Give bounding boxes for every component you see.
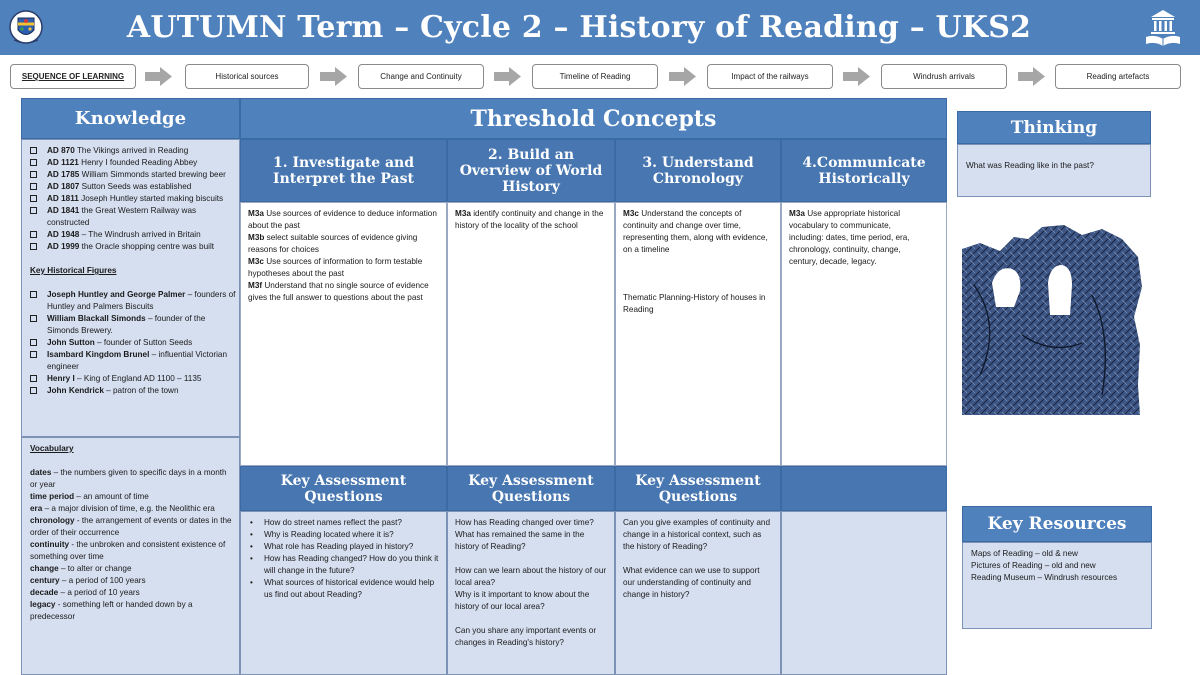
vocab-item: legacy - something left or handed down by a predecessor [30, 600, 193, 621]
checkbox-icon [30, 315, 37, 322]
vocabulary-content [30, 443, 234, 623]
arrow-right-icon [320, 67, 347, 86]
thematic-planning-note: Thematic Planning-History of houses in Reading [623, 293, 766, 314]
assessment-2-header: Key Assessment Questions [447, 466, 615, 511]
vocab-item: continuity - the unbroken and consistent existence of something over time [30, 540, 226, 561]
sequence-step-5[interactable]: Windrush arrivals [881, 64, 1007, 89]
assessment-1-list [248, 517, 442, 601]
resource-item: Maps of Reading – old & new [971, 549, 1078, 558]
concept-2-header: 2. Build an Overview of World History [447, 139, 615, 202]
vocab-item: chronology - the arrangement of events or dates in the order of their occurrence [30, 516, 232, 537]
checkbox-icon [30, 147, 37, 154]
list-item: John Sutton – founder of Sutton Seeds [30, 337, 236, 349]
checkbox-icon [30, 231, 37, 238]
knowledge-header: Knowledge [21, 98, 240, 139]
thinking-header: Thinking [957, 111, 1151, 144]
list-item: Why is it important to know about the history of our local area? [455, 590, 590, 611]
list-item: AD 1811 Joseph Huntley started making biscuits [30, 193, 236, 205]
list-item: AD 870 The Vikings arrived in Reading [30, 145, 236, 157]
list-item: Joseph Huntley and George Palmer – founders of Huntley and Palmers Biscuits [30, 289, 236, 313]
assessment-2-content [455, 517, 607, 649]
checkbox-icon [30, 195, 37, 202]
museum-book-icon [1143, 6, 1183, 48]
list-item: What has remained the same in the history of Reading? [455, 530, 585, 551]
sequence-step-2[interactable]: Change and Continuity [358, 64, 484, 89]
concept-item: M3b select suitable sources of evidence giving reasons for choices [248, 233, 418, 254]
list-item: Isambard Kingdom Brunel – influential Victorian engineer [30, 349, 236, 373]
assessment-3-content [623, 517, 773, 601]
arrow-right-icon [494, 67, 521, 86]
list-item: William Blackall Simonds – founder of the Simonds Brewery. [30, 313, 236, 337]
resource-item: Reading Museum – Windrush resources [971, 573, 1118, 582]
arrow-right-icon [145, 67, 172, 86]
list-item: Can you give examples of continuity and change in a historical context, such as the history of Reading? [623, 518, 771, 551]
spacer [455, 613, 607, 625]
checkbox-icon [30, 207, 37, 214]
sequence-step-4[interactable]: Impact of the railways [707, 64, 833, 89]
sequence-step-1[interactable]: Historical sources [185, 64, 309, 89]
concept-item: M3a identify continuity and change in the history of the locality of the school [455, 209, 604, 230]
vocab-item: decade – a period of 10 years [30, 588, 140, 597]
list-item: • How do street names reflect the past? [248, 517, 442, 529]
vocab-item: dates – the numbers given to specific days in a month or year [30, 468, 227, 489]
key-resources-header: Key Resources [962, 506, 1152, 542]
vocab-item: era – a major division of time, e.g. the Neolithic era [30, 504, 215, 513]
concept-item: M3a Use appropriate historical vocabulary to communicate, including: dates, time period, era, chronology, continuity, change, century, decade, legacy. [789, 209, 910, 266]
ruin-wall-image [962, 225, 1142, 415]
spacer [455, 553, 607, 565]
checkbox-icon [30, 159, 37, 166]
assessment-4-panel [781, 511, 947, 675]
thinking-question: What was Reading like in the past? [966, 161, 1094, 170]
list-item: John Kendrick – patron of the town [30, 385, 236, 397]
checkbox-icon [30, 183, 37, 190]
checkbox-icon [30, 387, 37, 394]
key-resources-content [971, 548, 1149, 584]
list-item: • How has Reading changed? How do you think it will change in the future? [248, 553, 442, 577]
vocab-item: time period – an amount of time [30, 492, 149, 501]
spacer [623, 553, 773, 565]
knowledge-content [30, 145, 236, 397]
assessment-4-header [781, 466, 947, 511]
page-title: AUTUMN Term – Cycle 2 – History of Reading – UKS2 [126, 10, 1032, 45]
key-figures-heading: Key Historical Figures [30, 266, 117, 275]
assessment-3-header: Key Assessment Questions [615, 466, 781, 511]
assessment-1-header: Key Assessment Questions [240, 466, 447, 511]
arrow-right-icon [1018, 67, 1045, 86]
threshold-concepts-header: Threshold Concepts [240, 98, 947, 139]
list-item: • What sources of historical evidence would help us find out about Reading? [248, 577, 442, 601]
concept-item: M3c Use sources of information to form testable hypotheses about the past [248, 257, 423, 278]
list-item: What evidence can we use to support our understanding of continuity and change in history? [623, 566, 760, 599]
concept-item: M3a Use sources of evidence to deduce information about the past [248, 209, 437, 230]
list-item: AD 1999 the Oracle shopping centre was built [30, 241, 236, 253]
resource-item: Pictures of Reading – old and new [971, 561, 1096, 570]
knowledge-dates-list [30, 145, 236, 253]
vocab-item: century – a period of 100 years [30, 576, 146, 585]
concept-item: M3c Understand the concepts of continuity and change over time, representing them, along with evidence, on a timeline [623, 209, 768, 254]
checkbox-icon [30, 291, 37, 298]
assessment-1-content [248, 517, 442, 601]
sequence-step-3[interactable]: Timeline of Reading [532, 64, 658, 89]
sequence-of-learning-label[interactable]: SEQUENCE OF LEARNING [10, 64, 136, 89]
checkbox-icon [30, 375, 37, 382]
vocab-item: change – to alter or change [30, 564, 132, 573]
list-item: AD 1948 – The Windrush arrived in Britain [30, 229, 236, 241]
list-item: • What role has Reading played in history? [248, 541, 442, 553]
arrow-right-icon [669, 67, 696, 86]
list-item: AD 1785 William Simmonds started brewing beer [30, 169, 236, 181]
concept-1-header: 1. Investigate and Interpret the Past [240, 139, 447, 202]
list-item: AD 1121 Henry I founded Reading Abbey [30, 157, 236, 169]
concept-1-content [248, 208, 442, 304]
list-item: Can you share any important events or changes in Reading's history? [455, 626, 597, 647]
concept-item: M3f Understand that no single source of evidence gives the full answer to questions about the past [248, 281, 429, 302]
list-item: Henry I – King of England AD 1100 – 1135 [30, 373, 236, 385]
sequence-step-6[interactable]: Reading artefacts [1055, 64, 1181, 89]
vocabulary-heading: Vocabulary [30, 444, 74, 453]
concept-4-content [789, 208, 925, 268]
concept-2-panel [447, 202, 615, 466]
list-item: AD 1841 the Great Western Railway was constructed [30, 205, 236, 229]
arrow-right-icon [843, 67, 870, 86]
concept-4-header: 4.Communicate Historically [781, 139, 947, 202]
list-item: How has Reading changed over time? [455, 518, 594, 527]
concept-3-content [623, 208, 769, 256]
list-item: • Why is Reading located where it is? [248, 529, 442, 541]
checkbox-icon [30, 171, 37, 178]
checkbox-icon [30, 351, 37, 358]
concept-3-header: 3. Understand Chronology [615, 139, 781, 202]
key-figures-list [30, 289, 236, 397]
checkbox-icon [30, 339, 37, 346]
list-item: AD 1807 Sutton Seeds was established [30, 181, 236, 193]
concept-2-content [455, 208, 609, 232]
title-banner [0, 0, 1200, 55]
list-item: How can we learn about the history of our local area? [455, 566, 607, 587]
checkbox-icon [30, 243, 37, 250]
